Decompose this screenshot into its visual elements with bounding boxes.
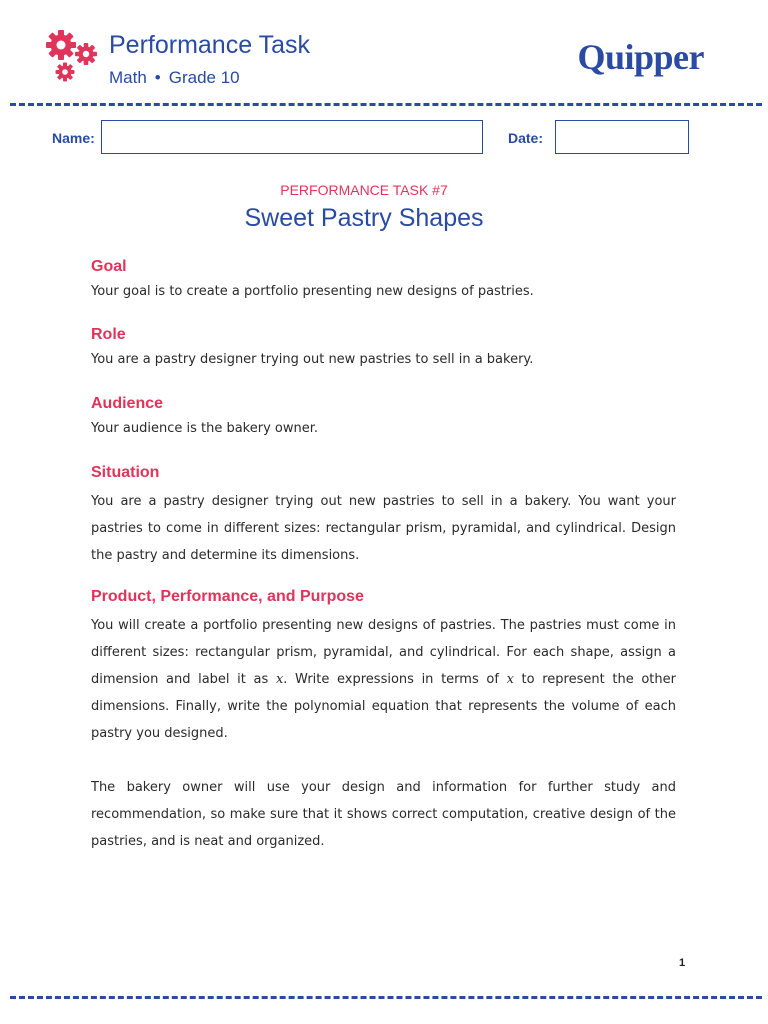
variable-x: x (506, 672, 514, 687)
name-field[interactable] (101, 120, 483, 154)
date-field[interactable] (555, 120, 689, 154)
name-date-row (0, 120, 768, 158)
audience-heading: Audience (91, 395, 164, 412)
date-label: Date: (508, 130, 544, 146)
product-text-c: to represent the other dimensions. Finally, write the polynomial equation that represents the volume of each pastry you designed. (91, 672, 676, 741)
name-label: Name: (52, 130, 95, 146)
audience-section (91, 393, 676, 439)
separator-dot: • (154, 68, 161, 87)
product-paragraph-2: The bakery owner will use your design and information for further study and recommendation, so make sure that it shows correct computation, creative design of the pastries, and is neat and organized. (91, 780, 676, 849)
task-number: PERFORMANCE TASK #7 (280, 182, 448, 198)
grade-label: Grade 10 (168, 68, 240, 87)
page-header (0, 0, 768, 110)
header-subtitle (109, 68, 240, 88)
goal-section (91, 256, 676, 302)
product-section (91, 586, 676, 855)
situation-heading: Situation (91, 464, 160, 481)
task-content (91, 256, 676, 855)
role-section (91, 324, 676, 370)
situation-text: You are a pastry designer trying out new pastries to sell in a bakery. You want your pastries to come in different sizes: rectangular prism, pyramidal, and cylindrical. Design the pastry and determine its dimensions. (91, 494, 676, 563)
bottom-dashed-divider (10, 996, 762, 999)
brand-logo: Quipper (577, 37, 704, 77)
task-title: Sweet Pastry Shapes (244, 204, 484, 232)
header-title: Performance Task (109, 31, 311, 59)
role-heading: Role (91, 326, 126, 343)
top-dashed-divider (10, 103, 762, 106)
product-text-b: . Write expressions in terms of (283, 672, 507, 687)
product-heading: Product, Performance, and Purpose (91, 588, 364, 605)
audience-text: Your audience is the bakery owner. (91, 421, 319, 436)
page-number: 1 (679, 957, 686, 969)
variable-x: x (275, 672, 284, 687)
product-paragraph-1 (91, 612, 676, 747)
subject-label: Math (109, 68, 147, 87)
role-text: You are a pastry designer trying out new pastries to sell in a bakery. (91, 352, 534, 367)
gears-icon (44, 28, 100, 84)
product-text-a: You will create a portfolio presenting new designs of pastries. The pastries must come in different sizes: rectangular prism, pyramidal, and cylindrical. For each shape, assign a dimension and label it as (91, 618, 676, 687)
goal-heading: Goal (91, 258, 127, 275)
situation-section (91, 462, 676, 569)
goal-text: Your goal is to create a portfolio presenting new designs of pastries. (91, 284, 534, 299)
